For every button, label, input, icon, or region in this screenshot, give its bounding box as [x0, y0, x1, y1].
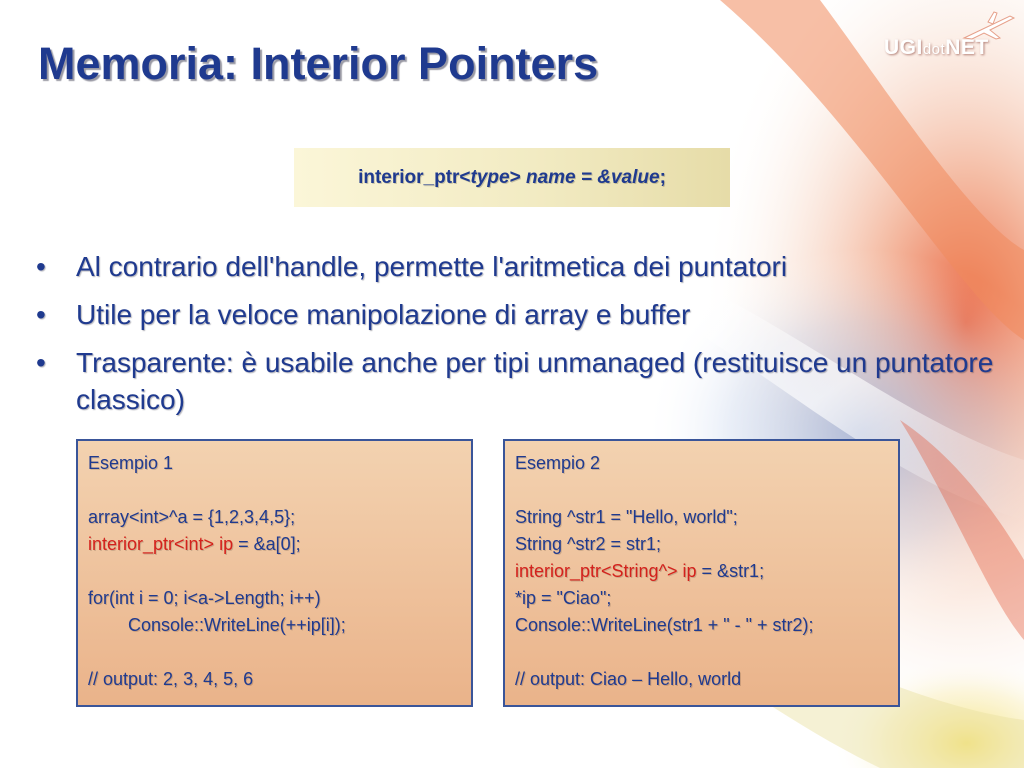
code-line-str2: String ^str2 = str1;: [515, 534, 661, 554]
bullet-text: Al contrario dell'handle, permette l'aritmetica dei puntatori: [76, 251, 788, 282]
code-line-str1: String ^str1 = "Hello, world";: [515, 507, 738, 527]
example-1-box: [76, 439, 473, 707]
logo-text-dot: dot: [922, 41, 946, 58]
bullet-list: [34, 248, 994, 429]
interior-ptr-assignment: = &a[0];: [233, 534, 301, 554]
example-1-heading: Esempio 1: [88, 453, 174, 473]
interior-ptr-keyword: interior_ptr<int> ip: [88, 534, 234, 554]
syntax-suffix: ;: [659, 166, 666, 188]
code-line-interior-ptr: [515, 558, 888, 585]
example-2-heading: Esempio 2: [515, 453, 601, 473]
bullet-marker: •: [36, 299, 46, 330]
syntax-type: type: [470, 166, 510, 188]
code-line-interior-ptr: [88, 531, 461, 558]
bullet-text: Utile per la veloce manipolazione di array e buffer: [76, 299, 691, 330]
syntax-box: [294, 148, 730, 207]
code-line-writeline: Console::WriteLine(++ip[i]);: [128, 615, 346, 635]
syntax-middle: >: [509, 166, 526, 188]
code-line-assign: *ip = "Ciao";: [515, 588, 612, 608]
syntax-prefix: interior_ptr<: [358, 166, 471, 188]
bullet-text: Trasparente: è usabile anche per tipi unmanaged (restituisce un puntatore classico): [76, 347, 994, 415]
bullet-item: [34, 344, 994, 418]
code-line-output: // output: 2, 3, 4, 5, 6: [88, 669, 254, 689]
code-line-writeline: Console::WriteLine(str1 + " - " + str2);: [515, 615, 814, 635]
code-line-output: // output: Ciao – Hello, world: [515, 669, 742, 689]
blank-line: [88, 477, 461, 504]
code-line-for: for(int i = 0; i<a->Length; i++): [88, 588, 321, 608]
bullet-marker: •: [36, 347, 46, 378]
blank-line: [515, 639, 888, 666]
ugidotnet-logo: [884, 36, 989, 60]
example-2-box: [503, 439, 900, 707]
slide-title: Memoria: Interior Pointers: [38, 38, 599, 89]
interior-ptr-assignment: = &str1;: [696, 561, 765, 581]
code-line-array: array<int>^a = {1,2,3,4,5};: [88, 507, 296, 527]
bullet-item: [34, 248, 994, 285]
bullet-marker: •: [36, 251, 46, 282]
blank-line: [88, 558, 461, 585]
blank-line: [88, 639, 461, 666]
logo-text-net: NET: [945, 36, 989, 59]
blank-line: [515, 477, 888, 504]
bullet-item: [34, 296, 994, 333]
syntax-name-value: name = &value: [525, 166, 660, 188]
interior-ptr-keyword: interior_ptr<String^> ip: [515, 561, 697, 581]
logo-text-ugi: UGI: [884, 36, 923, 59]
